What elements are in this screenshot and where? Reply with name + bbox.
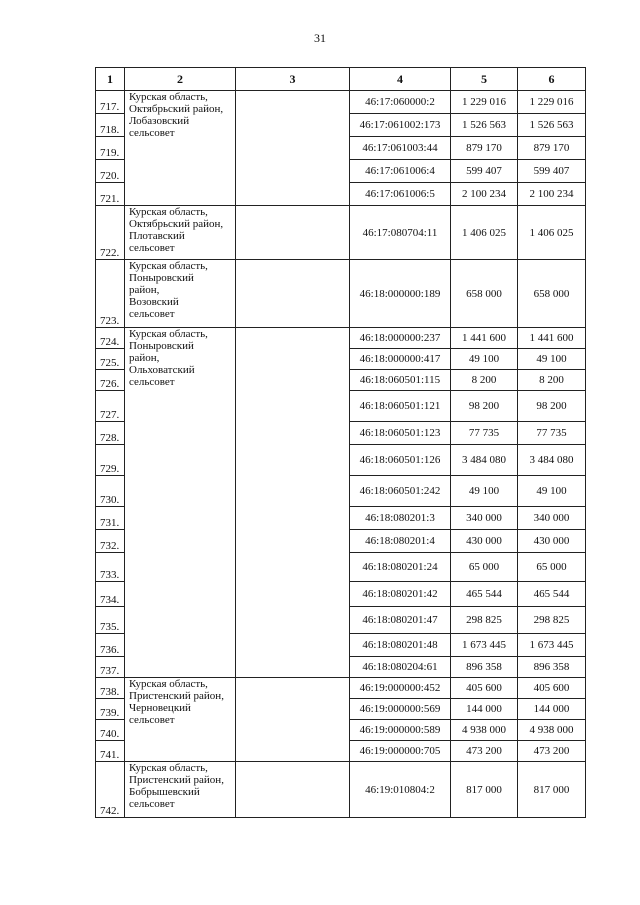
cadastral-number-cell: 46:18:000000:237 bbox=[350, 328, 451, 349]
row-number: 729. bbox=[96, 445, 125, 476]
value-col-6-cell: 49 100 bbox=[518, 349, 586, 370]
region-line: сельсовет bbox=[129, 798, 175, 810]
value-col-6-cell: 405 600 bbox=[518, 678, 586, 699]
value-col-5-cell: 405 600 bbox=[451, 678, 518, 699]
cadastral-number-cell: 46:18:060501:121 bbox=[350, 391, 451, 422]
table-row bbox=[96, 678, 586, 699]
value-col-5-cell: 65 000 bbox=[451, 553, 518, 582]
value-col-6-cell: 599 407 bbox=[518, 160, 586, 183]
region-line: Пристенский район, bbox=[129, 690, 224, 702]
table-row bbox=[96, 91, 586, 114]
cadastral-number-cell: 46:18:080201:47 bbox=[350, 607, 451, 634]
row-number: 738. bbox=[96, 678, 125, 699]
row-number: 730. bbox=[96, 476, 125, 507]
table-body bbox=[96, 91, 586, 818]
value-col-6-cell: 77 735 bbox=[518, 422, 586, 445]
region-cell bbox=[125, 328, 236, 678]
region-cell bbox=[125, 678, 236, 762]
row-number: 742. bbox=[96, 762, 125, 818]
value-col-5-cell: 1 441 600 bbox=[451, 328, 518, 349]
cadastral-number-cell: 46:18:060501:242 bbox=[350, 476, 451, 507]
region-line: Пристенский район, bbox=[129, 774, 224, 786]
column-3-cell bbox=[236, 678, 350, 762]
region-line: Курская область, bbox=[129, 678, 208, 690]
value-col-5-cell: 1 229 016 bbox=[451, 91, 518, 114]
row-number: 740. bbox=[96, 720, 125, 741]
value-col-6-cell: 1 526 563 bbox=[518, 114, 586, 137]
row-number: 724. bbox=[96, 328, 125, 349]
value-col-6-cell: 144 000 bbox=[518, 699, 586, 720]
region-cell bbox=[125, 91, 236, 206]
value-col-6-cell: 1 673 445 bbox=[518, 634, 586, 657]
value-col-6-cell: 298 825 bbox=[518, 607, 586, 634]
value-col-5-cell: 340 000 bbox=[451, 507, 518, 530]
region-line: Курская область, bbox=[129, 91, 208, 103]
region-line: Ольховатский bbox=[129, 364, 195, 376]
column-3-cell bbox=[236, 91, 350, 206]
region-line: Черновецкий bbox=[129, 702, 191, 714]
row-number: 719. bbox=[96, 137, 125, 160]
value-col-5-cell: 658 000 bbox=[451, 260, 518, 328]
cadastral-number-cell: 46:19:000000:705 bbox=[350, 741, 451, 762]
row-number: 732. bbox=[96, 530, 125, 553]
row-number: 733. bbox=[96, 553, 125, 582]
value-col-6-cell: 49 100 bbox=[518, 476, 586, 507]
row-number: 734. bbox=[96, 582, 125, 607]
value-col-5-cell: 49 100 bbox=[451, 349, 518, 370]
value-col-5-cell: 430 000 bbox=[451, 530, 518, 553]
cadastral-number-cell: 46:17:061002:173 bbox=[350, 114, 451, 137]
cadastral-number-cell: 46:18:060501:126 bbox=[350, 445, 451, 476]
region-line: сельсовет bbox=[129, 242, 175, 254]
cadastral-number-cell: 46:17:061006:5 bbox=[350, 183, 451, 206]
cadastral-number-cell: 46:18:080201:24 bbox=[350, 553, 451, 582]
value-col-6-cell: 4 938 000 bbox=[518, 720, 586, 741]
row-number: 741. bbox=[96, 741, 125, 762]
value-col-5-cell: 144 000 bbox=[451, 699, 518, 720]
value-col-6-cell: 8 200 bbox=[518, 370, 586, 391]
header-col-3: 3 bbox=[236, 68, 350, 91]
value-col-6-cell: 2 100 234 bbox=[518, 183, 586, 206]
value-col-6-cell: 3 484 080 bbox=[518, 445, 586, 476]
region-line: Курская область, bbox=[129, 206, 208, 218]
cadastral-number-cell: 46:19:000000:569 bbox=[350, 699, 451, 720]
cadastral-number-cell: 46:18:080201:48 bbox=[350, 634, 451, 657]
header-col-6: 6 bbox=[518, 68, 586, 91]
row-number: 720. bbox=[96, 160, 125, 183]
value-col-5-cell: 1 406 025 bbox=[451, 206, 518, 260]
header-col-1: 1 bbox=[96, 68, 125, 91]
region-line: Октябрьский район, bbox=[129, 218, 224, 230]
value-col-6-cell: 430 000 bbox=[518, 530, 586, 553]
region-line: район, bbox=[129, 284, 160, 296]
value-col-5-cell: 1 526 563 bbox=[451, 114, 518, 137]
value-col-5-cell: 98 200 bbox=[451, 391, 518, 422]
table-header-row bbox=[96, 68, 586, 91]
row-number: 739. bbox=[96, 699, 125, 720]
region-line: район, bbox=[129, 352, 160, 364]
row-number: 736. bbox=[96, 634, 125, 657]
column-3-cell bbox=[236, 328, 350, 678]
cadastral-number-cell: 46:18:000000:417 bbox=[350, 349, 451, 370]
cadastral-number-cell: 46:18:080204:61 bbox=[350, 657, 451, 678]
row-number: 727. bbox=[96, 391, 125, 422]
cadastral-number-cell: 46:18:060501:123 bbox=[350, 422, 451, 445]
value-col-5-cell: 4 938 000 bbox=[451, 720, 518, 741]
value-col-6-cell: 1 441 600 bbox=[518, 328, 586, 349]
value-col-5-cell: 879 170 bbox=[451, 137, 518, 160]
row-number: 726. bbox=[96, 370, 125, 391]
table-row bbox=[96, 762, 586, 818]
value-col-5-cell: 465 544 bbox=[451, 582, 518, 607]
value-col-5-cell: 8 200 bbox=[451, 370, 518, 391]
row-number: 737. bbox=[96, 657, 125, 678]
column-3-cell bbox=[236, 206, 350, 260]
header-col-2: 2 bbox=[125, 68, 236, 91]
table-row bbox=[96, 206, 586, 260]
header-col-5: 5 bbox=[451, 68, 518, 91]
page-number: 31 bbox=[314, 31, 326, 45]
value-col-6-cell: 465 544 bbox=[518, 582, 586, 607]
region-line: Курская область, bbox=[129, 328, 208, 340]
cadastral-number-cell: 46:18:080201:42 bbox=[350, 582, 451, 607]
land-plots-table bbox=[95, 67, 586, 818]
header-col-4: 4 bbox=[350, 68, 451, 91]
region-line: Бобрышевский bbox=[129, 786, 200, 798]
region-line: Курская область, bbox=[129, 762, 208, 774]
row-number: 722. bbox=[96, 206, 125, 260]
region-line: сельсовет bbox=[129, 127, 175, 139]
value-col-6-cell: 658 000 bbox=[518, 260, 586, 328]
cadastral-number-cell: 46:17:061003:44 bbox=[350, 137, 451, 160]
row-number: 723. bbox=[96, 260, 125, 328]
value-col-6-cell: 896 358 bbox=[518, 657, 586, 678]
cadastral-number-cell: 46:19:000000:452 bbox=[350, 678, 451, 699]
cadastral-number-cell: 46:17:061006:4 bbox=[350, 160, 451, 183]
column-3-cell bbox=[236, 762, 350, 818]
region-line: сельсовет bbox=[129, 376, 175, 388]
cadastral-number-cell: 46:18:000000:189 bbox=[350, 260, 451, 328]
region-line: Лобазовский bbox=[129, 115, 190, 127]
value-col-6-cell: 1 406 025 bbox=[518, 206, 586, 260]
region-line: Плотавский bbox=[129, 230, 185, 242]
value-col-6-cell: 1 229 016 bbox=[518, 91, 586, 114]
table-row bbox=[96, 260, 586, 328]
value-col-6-cell: 879 170 bbox=[518, 137, 586, 160]
cadastral-number-cell: 46:18:060501:115 bbox=[350, 370, 451, 391]
row-number: 717. bbox=[96, 91, 125, 114]
cadastral-number-cell: 46:19:010804:2 bbox=[350, 762, 451, 818]
value-col-5-cell: 896 358 bbox=[451, 657, 518, 678]
value-col-5-cell: 817 000 bbox=[451, 762, 518, 818]
cadastral-number-cell: 46:18:080201:4 bbox=[350, 530, 451, 553]
value-col-5-cell: 49 100 bbox=[451, 476, 518, 507]
region-line: Поныровский bbox=[129, 272, 194, 284]
column-3-cell bbox=[236, 260, 350, 328]
table-row bbox=[96, 328, 586, 349]
cadastral-number-cell: 46:17:080704:11 bbox=[350, 206, 451, 260]
row-number: 731. bbox=[96, 507, 125, 530]
value-col-5-cell: 599 407 bbox=[451, 160, 518, 183]
cadastral-number-cell: 46:17:060000:2 bbox=[350, 91, 451, 114]
value-col-6-cell: 473 200 bbox=[518, 741, 586, 762]
value-col-6-cell: 340 000 bbox=[518, 507, 586, 530]
value-col-5-cell: 77 735 bbox=[451, 422, 518, 445]
value-col-5-cell: 3 484 080 bbox=[451, 445, 518, 476]
value-col-5-cell: 298 825 bbox=[451, 607, 518, 634]
value-col-6-cell: 65 000 bbox=[518, 553, 586, 582]
row-number: 735. bbox=[96, 607, 125, 634]
region-line: сельсовет bbox=[129, 308, 175, 320]
region-line: сельсовет bbox=[129, 714, 175, 726]
region-line: Октябрьский район, bbox=[129, 103, 224, 115]
value-col-5-cell: 1 673 445 bbox=[451, 634, 518, 657]
region-line: Возовский bbox=[129, 296, 179, 308]
row-number: 725. bbox=[96, 349, 125, 370]
cadastral-number-cell: 46:18:080201:3 bbox=[350, 507, 451, 530]
row-number: 718. bbox=[96, 114, 125, 137]
row-number: 728. bbox=[96, 422, 125, 445]
cadastral-number-cell: 46:19:000000:589 bbox=[350, 720, 451, 741]
region-cell bbox=[125, 260, 236, 328]
region-line: Поныровский bbox=[129, 340, 194, 352]
value-col-5-cell: 2 100 234 bbox=[451, 183, 518, 206]
value-col-6-cell: 817 000 bbox=[518, 762, 586, 818]
value-col-6-cell: 98 200 bbox=[518, 391, 586, 422]
value-col-5-cell: 473 200 bbox=[451, 741, 518, 762]
region-cell bbox=[125, 206, 236, 260]
region-cell bbox=[125, 762, 236, 818]
row-number: 721. bbox=[96, 183, 125, 206]
region-line: Курская область, bbox=[129, 260, 208, 272]
